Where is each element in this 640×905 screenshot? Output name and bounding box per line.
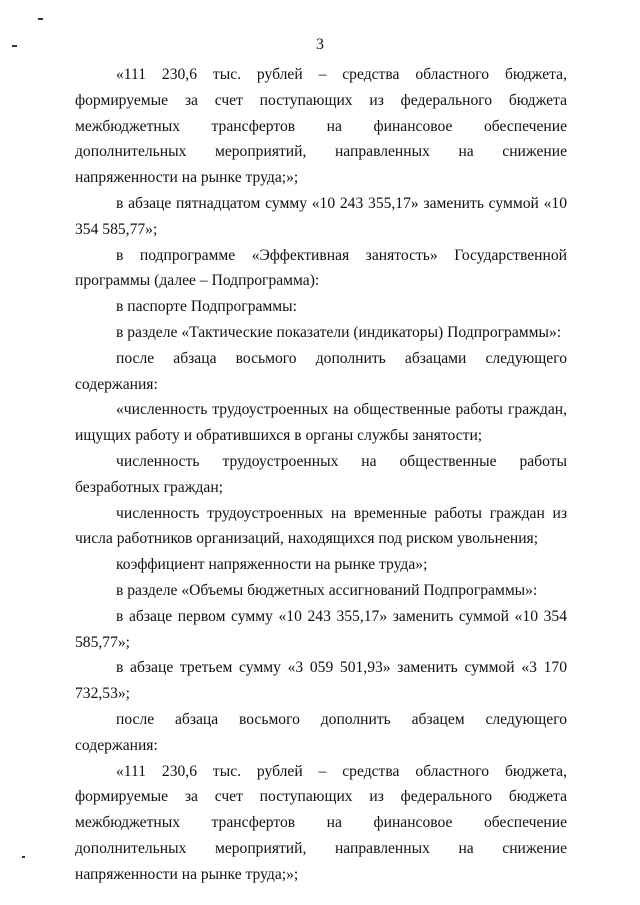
paragraph: в абзаце первом сумму «10 243 355,17» заменить суммой «10 354 585,77»;: [75, 607, 567, 651]
paragraph: в абзаце пятнадцатом сумму «10 243 355,17» заменить суммой «10 354 585,77»;: [75, 194, 567, 238]
document-body: [75, 62, 567, 888]
paragraph: после абзаца восьмого дополнить абзацем следующего содержания:: [75, 710, 567, 754]
scan-mark: [38, 18, 43, 20]
page-number: 3: [316, 36, 324, 53]
paragraph: «111 230,6 тыс. рублей – средства областного бюджета, формируемые за счет поступающих из федерального бюджета межбюджетных трансфертов на финансовое обеспечение дополнительных мероприятий, направленных на снижение напряженности на рынке труда;»;: [75, 762, 567, 883]
paragraph: после абзаца восьмого дополнить абзацами следующего содержания:: [75, 349, 567, 393]
paragraph: численность трудоустроенных на временные работы граждан из числа работников организаций, находящихся под риском увольнения;: [75, 504, 567, 548]
paragraph: в подпрограмме «Эффективная занятость» Государственной программы (далее – Подпрограмма):: [75, 246, 567, 290]
paragraph: «численность трудоустроенных на общественные работы граждан, ищущих работу и обратившихся в органы службы занятости;: [75, 401, 567, 445]
paragraph: в паспорте Подпрограммы:: [116, 298, 297, 316]
paragraph: в абзаце третьем сумму «3 059 501,93» заменить суммой «3 170 732,53»;: [75, 659, 567, 703]
paragraph: в разделе «Объемы бюджетных ассигнований Подпрограммы»:: [116, 581, 538, 599]
paragraph: коэффициент напряженности на рынке труда»;: [116, 556, 428, 574]
scan-mark: [22, 856, 25, 858]
paragraph: численность трудоустроенных на общественные работы безработных граждан;: [75, 452, 567, 496]
paragraph: в разделе «Тактические показатели (индикаторы) Подпрограммы»:: [116, 323, 562, 341]
paragraph: «111 230,6 тыс. рублей – средства областного бюджета, формируемые за счет поступающих из федерального бюджета межбюджетных трансфертов на финансовое обеспечение дополнительных мероприятий, направленных на снижение напряженности на рынке труда;»;: [75, 66, 567, 187]
